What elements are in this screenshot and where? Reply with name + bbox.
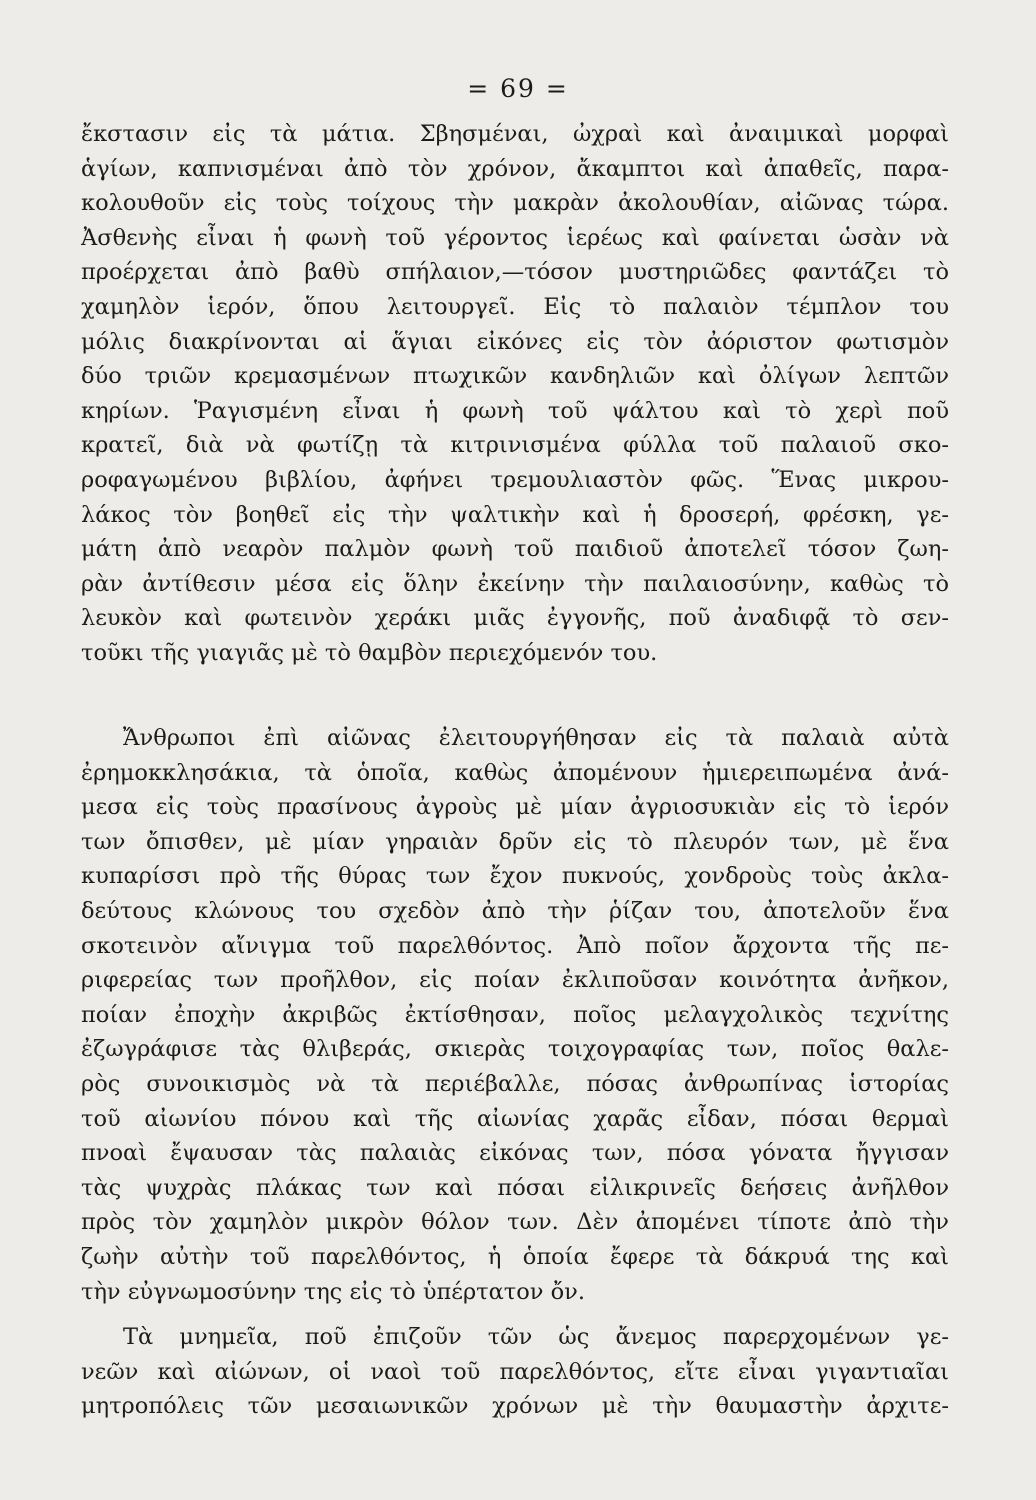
- text-line: χαμηλὸν ἱερόν, ὅπου λειτουργεῖ. Εἰς τὸ παλαιὸν τέμπλον του: [81, 293, 949, 320]
- text-line: ρὸς συνοικισμὸς νὰ τὰ περιέβαλλε, πόσας ἀνθρωπίνας ἱστορίας: [81, 1070, 949, 1097]
- text-line: μάτη ἀπὸ νεαρὸν παλμὸν φωνὴ τοῦ παιδιοῦ ἀποτελεῖ τόσον ζωη-: [81, 536, 949, 563]
- text-line: τὰς ψυχρὰς πλάκας των καὶ πόσαι εἰλικρινεῖς δεήσεις ἀνῆλθον: [81, 1174, 949, 1201]
- text-line: Ἀσθενὴς εἶναι ἡ φωνὴ τοῦ γέροντος ἱερέως καὶ φαίνεται ὡσὰν νὰ: [81, 224, 949, 251]
- text-line: ἐζωγράφισε τὰς θλιβεράς, σκιερὰς τοιχογραφίας των, ποῖος θαλε-: [81, 1036, 949, 1063]
- text-line: δύο τριῶν κρεμασμένων πτωχικῶν κανδηλιῶν καὶ ὀλίγων λεπτῶν: [81, 363, 949, 390]
- text-line: σκοτεινὸν αἴνιγμα τοῦ παρελθόντος. Ἀπὸ ποῖον ἄρχοντα τῆς πε-: [81, 932, 949, 959]
- text-line: κρατεῖ, διὰ νὰ φωτίζῃ τὰ κιτρινισμένα φύλλα τοῦ παλαιοῦ σκο-: [81, 432, 949, 459]
- paragraph-2: [81, 721, 949, 1309]
- paragraph-3: [81, 1320, 949, 1424]
- text-line: μεσα εἰς τοὺς πρασίνους ἀγροὺς μὲ μίαν ἀγριοσυκιὰν εἰς τὸ ἱερόν: [81, 794, 949, 821]
- text-line: δεύτους κλώνους του σχεδὸν ἀπὸ τὴν ῥίζαν του, ἀποτελοῦν ἕνα: [81, 897, 949, 924]
- text-line: νεῶν καὶ αἰώνων, οἱ ναοὶ τοῦ παρελθόντος, εἴτε εἶναι γιγαντιαῖαι: [81, 1358, 949, 1385]
- text-line: των ὄπισθεν, μὲ μίαν γηραιὰν δρῦν εἰς τὸ πλευρόν των, μὲ ἕνα: [81, 828, 949, 855]
- text-line: κολουθοῦν εἰς τοὺς τοίχους τὴν μακρὰν ἀκολουθίαν, αἰῶνας τώρα.: [81, 190, 949, 217]
- text-line: ροφαγωμένου βιβλίου, ἀφήνει τρεμουλιαστὸν φῶς. Ἕνας μικρου-: [81, 466, 949, 493]
- text-line: ἐρημοκκλησάκια, τὰ ὁποῖα, καθὼς ἀπομένουν ἡμιερειπωμένα ἀνά-: [81, 759, 949, 786]
- text-line: τοῦ αἰωνίου πόνου καὶ τῆς αἰωνίας χαρᾶς εἶδαν, πόσαι θερμαὶ: [81, 1105, 949, 1132]
- text-line: τοῦκι τῆς γιαγιᾶς μὲ τὸ θαμβὸν περιεχόμενόν του.: [81, 639, 658, 666]
- text-line: τὴν εὐγνωμοσύνην της εἰς τὸ ὑπέρτατον ὄν.: [81, 1278, 586, 1305]
- text-line: κηρίων. Ῥαγισμένη εἶναι ἡ φωνὴ τοῦ ψάλτου καὶ τὸ χερὶ ποῦ: [81, 397, 949, 424]
- text-line: ἔκστασιν εἰς τὰ μάτια. Σβησμέναι, ὠχραὶ καὶ ἀναιμικαὶ μορφαὶ: [81, 121, 949, 147]
- text-line: πρὸς τὸν χαμηλὸν μικρὸν θόλον των. Δὲν ἀπομένει τίποτε ἀπὸ τὴν: [81, 1209, 949, 1236]
- text-line: ἁγίων, καπνισμέναι ἀπὸ τὸν χρόνον, ἄκαμπτοι καὶ ἀπαθεῖς, παρα-: [81, 155, 949, 182]
- page-number: = 69 =: [467, 74, 569, 103]
- text-line: Τὰ μνημεῖα, ποῦ ἐπιζοῦν τῶν ὡς ἄνεμος παρερχομένων γε-: [123, 1324, 949, 1350]
- text-line: ποίαν ἐποχὴν ἀκριβῶς ἐκτίσθησαν, ποῖος μελαγχολικὸς τεχνίτης: [81, 1001, 949, 1028]
- text-line: κυπαρίσσι πρὸ τῆς θύρας των ἔχον πυκνούς, χονδροὺς τοὺς ἀκλα-: [81, 863, 949, 890]
- text-line: προέρχεται ἀπὸ βαθὺ σπήλαιον,—τόσον μυστηριῶδες φαντάζει τὸ: [81, 259, 949, 286]
- paragraph-1: [81, 117, 949, 671]
- text-line: Ἄνθρωποι ἐπὶ αἰῶνας ἐλειτουργήθησαν εἰς τὰ παλαιὰ αὐτὰ: [123, 725, 949, 751]
- text-line: μόλις διακρίνονται αἱ ἅγιαι εἰκόνες εἰς τὸν ἀόριστον φωτισμὸν: [81, 328, 949, 355]
- text-line: πνοαὶ ἔψαυσαν τὰς παλαιὰς εἰκόνας των, πόσα γόνατα ἤγγισαν: [81, 1140, 949, 1167]
- text-line: ριφερείας των προῆλθον, εἰς ποίαν ἐκλιποῦσαν κοινότητα ἀνῆκον,: [81, 967, 949, 994]
- text-line: ζωὴν αὐτὴν τοῦ παρελθόντος, ἡ ὁποία ἔφερε τὰ δάκρυά της καὶ: [81, 1243, 949, 1270]
- text-line: μητροπόλεις τῶν μεσαιωνικῶν χρόνων μὲ τὴν θαυμαστὴν ἀρχιτε-: [81, 1393, 949, 1420]
- text-line: λευκὸν καὶ φωτεινὸν χεράκι μιᾶς ἐγγονῆς, ποῦ ἀναδιφᾷ τὸ σεν-: [81, 605, 949, 632]
- text-line: λάκος τὸν βοηθεῖ εἰς τὴν ψαλτικὴν καὶ ἡ δροσερή, φρέσκη, γε-: [81, 501, 949, 528]
- text-line: ρὰν ἀντίθεσιν μέσα εἰς ὅλην ἐκείνην τὴν παιλαιοσύνην, καθὼς τὸ: [81, 570, 949, 597]
